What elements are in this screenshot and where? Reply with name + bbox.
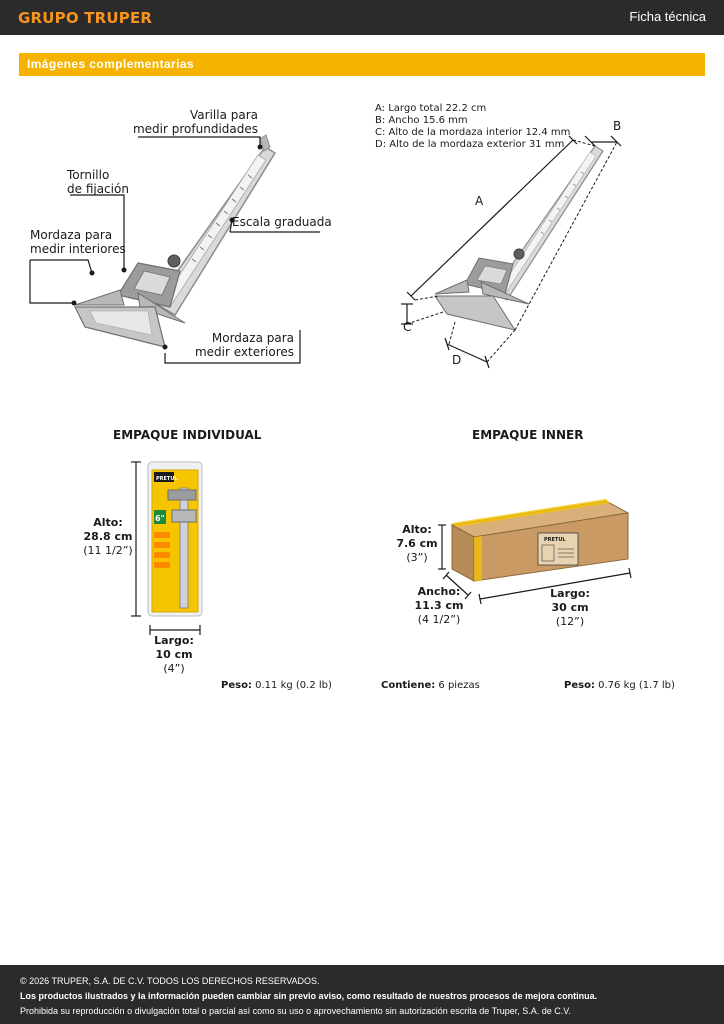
individual-largo-value: 10 cm — [155, 648, 193, 661]
inner-alto-inch: (3”) — [406, 551, 428, 564]
dimension-letter-c: C — [403, 320, 412, 334]
label-escala: Escala graduada — [232, 215, 332, 229]
inner-ancho-value: 11.3 cm — [414, 599, 464, 612]
dimension-letter-d: D — [452, 353, 462, 367]
dimension-letter-b: B — [613, 119, 622, 133]
inner-peso-value: 0.76 kg (1.7 lb) — [598, 680, 675, 691]
label-mordaza-exteriores: Mordaza para medir exteriores — [194, 331, 294, 359]
inner-ancho-inch: (4 1/2”) — [417, 613, 461, 626]
label-tornillo: Tornillo de fijación — [67, 168, 129, 196]
individual-peso — [221, 680, 332, 691]
package-brand-text: PRETUL — [156, 476, 178, 482]
individual-package-illustration — [128, 460, 208, 636]
legend-a: A: Largo total 22.2 cm — [375, 103, 487, 114]
label-varilla: Varilla para medir profundidades — [132, 108, 258, 136]
inner-largo-label: Largo: — [550, 587, 590, 600]
individual-largo — [144, 634, 204, 676]
box-brand-text: PRETUL — [544, 537, 566, 543]
individual-alto-value: 28.8 cm — [83, 530, 133, 543]
caliper-body-small — [435, 146, 603, 330]
inner-contiene — [381, 680, 480, 691]
inner-ancho — [410, 585, 468, 627]
inner-box-illustration — [438, 495, 638, 605]
inner-largo — [540, 587, 600, 629]
header-bar — [0, 0, 724, 35]
footer-prohibition: Prohibida su reproducción o divulgación total o parcial así como su uso o aprovechamiento sin autorización escrita de Truper, S.A. de C.V. — [20, 1006, 571, 1016]
footer-notice: Los productos ilustrados y la información pueden cambiar sin previo aviso, como resultado de nuestros procesos de mejora continua. — [20, 991, 598, 1001]
legend-d: D: Alto de la mordaza exterior 31 mm — [375, 139, 565, 150]
inner-peso-label: Peso: — [564, 680, 595, 691]
individual-peso-value: 0.11 kg (0.2 lb) — [255, 680, 332, 691]
inner-largo-value: 30 cm — [551, 601, 589, 614]
inner-largo-inch: (12”) — [555, 615, 585, 628]
legend-b: B: Ancho 15.6 mm — [375, 115, 468, 126]
document-type: Ficha técnica — [629, 9, 706, 24]
inner-alto — [395, 523, 439, 565]
brand-logo: GRUPO TRUPER — [18, 9, 153, 27]
inner-peso — [564, 680, 675, 691]
inner-alto-label: Alto: — [402, 523, 432, 536]
footer-copyright: © 2026 TRUPER, S.A. DE C.V. TODOS LOS DERECHOS RESERVADOS. — [20, 976, 320, 986]
section-title: Imágenes complementarias — [27, 57, 195, 71]
individual-peso-label: Peso: — [221, 680, 252, 691]
individual-alto — [78, 516, 138, 558]
individual-alto-label: Alto: — [93, 516, 123, 529]
empaque-individual-title: EMPAQUE INDIVIDUAL — [113, 428, 262, 442]
inner-contiene-value: 6 piezas — [438, 680, 480, 691]
empaque-inner-title: EMPAQUE INNER — [472, 428, 584, 442]
caliper-dimensions-illustration — [395, 118, 645, 368]
dimension-letter-a: A — [475, 194, 484, 208]
section-header — [19, 53, 705, 76]
inner-contiene-label: Contiene: — [381, 680, 436, 691]
individual-alto-inch: (11 1/2”) — [83, 544, 133, 557]
inner-ancho-label: Ancho: — [417, 585, 461, 598]
individual-largo-inch: (4”) — [163, 662, 185, 675]
legend-c: C: Alto de la mordaza interior 12.4 mm — [375, 127, 571, 138]
package-size-text: 6" — [155, 514, 165, 523]
footer — [0, 965, 724, 1024]
label-mordaza-interiores: Mordaza para medir interiores — [30, 228, 126, 256]
inner-alto-value: 7.6 cm — [396, 537, 438, 550]
individual-largo-label: Largo: — [154, 634, 194, 647]
